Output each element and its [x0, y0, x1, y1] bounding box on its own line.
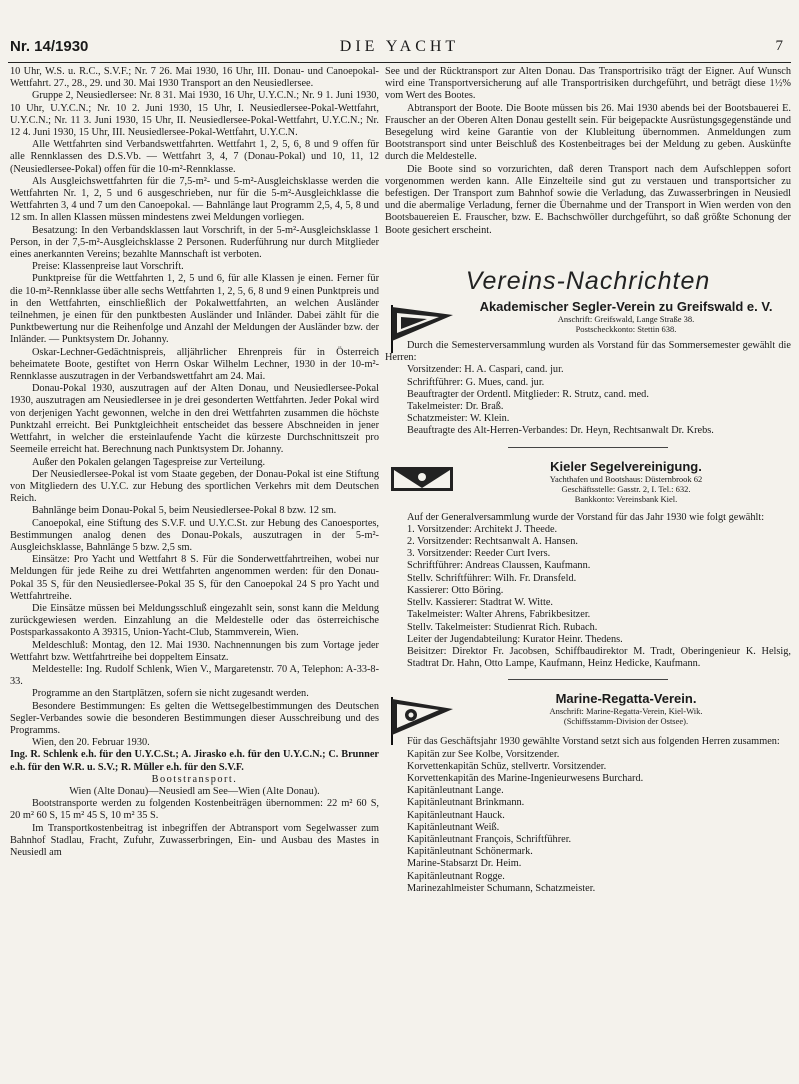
member-list — [385, 364, 791, 437]
section-divider — [508, 679, 668, 680]
member-list — [385, 749, 791, 895]
member-entry: Marinezahlmeister Schumann, Schatzmeister. — [407, 882, 596, 894]
paragraph: Alle Wettfahrten sind Verbandswettfahrten. Wettfahrt 1, 2, 5, 6, 8 und 9 offen für alle Rennklassen des D.S.Vb. — Wettfahrt 3, 4, 7 (Donau-Pokal) und 10, 11, 12 (Neusiedlersee-Pokal) offen für die 10-m²-Rennklasse. — [10, 139, 379, 175]
club-office: Geschäftsstelle: Gasstr. 2, I. Tel.: 632. — [561, 483, 691, 494]
paragraph: Besondere Bestimmungen: Es gelten die Wettsegelbestimmungen des Deutschen Segler-Verbandes sowie die besonderen Bestimmungen dieser Ausschreibung und des Programms. — [10, 700, 379, 736]
issue-number: Nr. 14/1930 — [10, 38, 89, 55]
member-entry: Takelmeister: Dr. Braß. — [407, 401, 504, 413]
member-entry: Beisitzer: Direktor Fr. Jacobsen, Schiffbaudirektor M. Tradt, Oberingenieur K. Helsig, Stadtrat Dr. Hahn, Otto Lampe, Kaufmann, Heinz Hedicke, Kaufmann. — [407, 645, 791, 670]
club-intro: Für das Geschäftsjahr 1930 gewählte Vorstand setzt sich aus folgenden Herren zusammen: — [407, 736, 780, 748]
paragraph: Die Boote sind so vorzurichten, daß deren Transport nach dem Aufschleppen sofort vorgenommen werden kann. Alle Einzelteile sind gut zu verstauen und transportsicher zu befestigen. Der Transport zum Bahnhof sowie die Verladung, das Zuwasserbringen in Neusiedl und die abermalige Verladung, ferner die Übernahme und der Transport in Wien werden von den Bootsbauereien E. Frauscher, bzw. E. Bachschwöller durchgeführt, so daß größte Schonung der Boote gesichert erscheint. — [385, 163, 791, 236]
member-entry: Kapitänleutnant Hauck. — [407, 809, 505, 821]
paragraph: Preise: Klassenpreise laut Vorschrift. — [32, 261, 184, 273]
member-entry: 3. Vorsitzender: Reeder Curt Ivers. — [407, 548, 551, 560]
paragraph: Besatzung: In den Verbandsklassen laut Vorschrift, in der 5-m²-Ausgleichsklasse 1 Person, in der 7,5-m²-Ausgleichsklasse 2 Personen. Ruderführung nur durch Mitglieder eines anerkannten Vereins; bezahlte Mannschaft ist verboten. — [10, 224, 379, 261]
club-marine — [385, 691, 791, 895]
paragraph: Als Ausgleichswettfahrten für die 7,5-m²- und 5-m²-Ausgleichsklasse werden die Wettfahrten Nr. 1, 2, 5 und 6 ausgeschrieben, nur für die 5-m²-Ausgleichklasse die Wettfahrten 3, 4 und 7 um den Canoepokal. — Bahnlänge laut Programm 2,5, 4, 5, 8 und 12 sm. In allen Klassen müssen mindestens zwei Meldungen vorliegen. — [10, 175, 379, 224]
section-divider — [508, 447, 668, 448]
club-address: Anschrift: Greifswald, Lange Straße 38. — [557, 314, 695, 325]
club-intro: Durch die Semesterversammlung wurden als Vorstand für das Sommersemester gewählt die Herren: — [385, 340, 791, 364]
member-entry: Kassierer: Otto Böring. — [407, 584, 504, 596]
member-entry: Marine-Stabsarzt Dr. Heim. — [407, 858, 522, 870]
page-header — [10, 38, 789, 58]
paragraph: Bahnlänge beim Donau-Pokal 5, beim Neusiedlersee-Pokal 8 bzw. 12 sm. — [32, 505, 337, 517]
paragraph: Oskar-Lechner-Gedächtnispreis, alljährlicher Ehrenpreis für in Österreich beheimatete Boote, gestiftet von Herrn Oskar Wilhelm Lechner, 1930 in der 10-m²-Rennklasse auszutragen in der Verbandswettfahrt am 24. Mai. — [10, 346, 379, 383]
club-bank: Bankkonto: Vereinsbank Kiel. — [574, 493, 678, 504]
pennant-icon — [389, 463, 455, 515]
transport-continuation — [385, 66, 791, 237]
member-entry: Leiter der Jugendabteilung: Kurator Heinr. Thedens. — [407, 633, 623, 645]
pennant-icon — [389, 695, 455, 747]
paragraph: Programme an den Startplätzen, sofern sie nicht zugesandt werden. — [32, 688, 309, 700]
paragraph: Donau-Pokal 1930, auszutragen auf der Alten Donau, und Neusiedlersee-Pokal 1930, auszutragen am Neusiedlersee in je drei gesonderten Wettfahrten. Jeder Pokal wird von derjenigen Yacht gewonnen, welche in den drei Wettfahrten zusammen die höchste Punktzahl erreicht. Bei Punktgleichheit entscheidet das bessere Abschneiden in jener Wettfahrt, in welcher die ersteinlaufende Yacht die kürzeste Durchschnittszeit pro Seemeile erreicht hat. Berechnung nach Punktsystem Dr. Johanny. — [10, 383, 379, 456]
club-division: (Schiffsstamm-Division der Ostsee). — [563, 716, 689, 727]
club-address: Yachthafen und Bootshaus: Düsternbrook 62 — [549, 473, 703, 484]
club-intro: Auf der Generalversammlung wurde der Vorstand für das Jahr 1930 wie folgt gewählt: — [407, 511, 765, 523]
club-kieler — [385, 459, 791, 671]
left-column — [10, 66, 379, 859]
member-entry: Korvettenkapitän des Marine-Ingenieurwesens Burchard. — [407, 772, 644, 784]
section-heading: Vereins-Nachrichten — [465, 266, 711, 295]
magazine-title: DIE YACHT — [339, 38, 460, 55]
member-entry: Beauftragter der Ordentl. Mitglieder: R. Strutz, cand. med. — [407, 388, 649, 400]
paragraph: Einsätze: Pro Yacht und Wettfahrt 8 S. Für die Sonderwettfahrtreihen, wobei nur Meldungen für jede Reihe zu drei Wettfahrten angenommen werden: für den Donau-Pokal 35 S, für den Neusiedlersee-Pokal 35 S, für den Canoepokal 24 S pro Yacht und Wettfahrtreihe. — [10, 554, 379, 602]
member-entry: Schriftführer: Andreas Claussen, Kaufmann. — [407, 560, 591, 572]
member-entry: Kapitänleutnant Schönermark. — [407, 846, 533, 858]
member-entry: Takelmeister: Walter Ahrens, Fabrikbesitzer. — [407, 609, 591, 621]
member-entry: Kapitänleutnant Weiß. — [407, 821, 500, 833]
paragraph: Der Neusiedlersee-Pokal ist vom Staate gegeben, der Donau-Pokal ist eine Stiftung von Mitgliedern des U.Y.C. zur Hebung des sportlichen Verkehrs mit dem Deutschen Reich. — [10, 468, 379, 505]
member-entry: Kapitänleutnant François, Schriftführer. — [407, 833, 572, 845]
club-account: Postscheckkonto: Stettin 638. — [575, 324, 677, 335]
paragraph: Ing. R. Schlenk e.h. für den U.Y.C.St.; A. Jirasko e.h. für den U.Y.C.N.; C. Brunner e.h. für den W.R. u. S.V.; R. Müller e.h. für den S.V.F. — [10, 749, 379, 773]
right-column — [385, 66, 791, 895]
member-entry: Stellv. Kassierer: Stadtrat W. Witte. — [407, 597, 554, 609]
paragraph: Bootstransporte werden zu folgenden Kostenbeiträgen übernommen: 22 m² 60 S, 20 m² 60 S, 15 m² 45 S, 10 m² 35 S. — [10, 798, 379, 822]
member-entry: Kapitänleutnant Rogge. — [407, 870, 505, 882]
paragraph: Abtransport der Boote. Die Boote müssen bis 26. Mai 1930 abends bei der Bootsbauerei E. Frauscher an der Oberen Alten Donau gestellt sein. Für beigepackte Ausrüstungsgegenstände und Besegelung wird keine Garantie von der Klubleitung übernommen. Anmeldungen zum Bootstransport sind unter Beischluß des Kostenbeitrages bei der Meldung zu geben. Auskünfte durch die Meldestelle. — [385, 102, 791, 163]
paragraph: Punktpreise für die Wettfahrten 1, 2, 5 und 6, für alle Klassen je einen. Ferner für die 10-m²-Rennklasse über alle sechs Wettfahrten 1, 2, 5, 6, 8 und 9 einen Punktpreis und in den Wettfahrten, einschließlich der Pokalwettfahrten, an welchen Ausländer teilnehmen, je einen für den punktbesten Ausländer und Inländer. Dabei zählt für die Punktbewertung nur die Reihenfolge und Anzahl der Meldungen der Ausländer bzw. der Inländer. — Punktsystem Dr. Johanny. — [10, 273, 379, 346]
page-number: 7 — [775, 38, 783, 54]
paragraph: Außer den Pokalen gelangen Tagespreise zur Verteilung. — [32, 456, 266, 468]
member-entry: 1. Vorsitzender: Architekt J. Theede. — [407, 523, 558, 535]
paragraph: Wien, den 20. Februar 1930. — [32, 737, 150, 749]
paragraph: Meldeschluß: Montag, den 12. Mai 1930. Nachnennungen bis zum Vortage jeder Wettfahrt bzw. Wettfahrtreihe bei doppeltem Einsatz. — [10, 639, 379, 663]
club-title: Akademischer Segler-Verein zu Greifswald e. V. — [479, 299, 773, 315]
paragraph: Wien (Alte Donau)—Neusiedl am See—Wien (Alte Donau). — [69, 785, 320, 797]
pennant-icon — [389, 303, 455, 355]
member-entry: Vorsitzender: H. A. Caspari, cand. jur. — [407, 364, 564, 376]
member-entry: Stellv. Takelmeister: Studienrat Rich. Rubach. — [407, 621, 598, 633]
paragraph: Bootstransport. — [151, 773, 238, 785]
club-title: Marine-Regatta-Verein. — [555, 691, 697, 707]
member-entry: 2. Vorsitzender: Rechtsanwalt A. Hansen. — [407, 536, 578, 548]
club-akademischer — [385, 299, 791, 438]
paragraph: Meldestelle: Ing. Rudolf Schlenk, Wien V., Margaretenstr. 70 A, Telephon: A-33-8-33. — [10, 663, 379, 688]
paragraph: See und der Rücktransport zur Alten Donau. Das Transportrisiko trägt der Eigner. Auf Wunsch wird eine Transportversicherung auf alle Transportrisiken durchgeführt, und beträgt diese 1½% vom Wert des Bootes. — [385, 66, 791, 102]
paragraph: Gruppe 2, Neusiedlersee: Nr. 8 31. Mai 1930, 16 Uhr, U.Y.C.N.; Nr. 9 1. Juni 1930, 10 Uhr, U.Y.C.N.; Nr. 10 2. Juni 1930, 15 Uhr, I. Neusiedlersee-Pokal-Wettfahrt, U.Y.C.N.; Nr. 11 3. Juni 1930, 15 Uhr, II. Neusiedlersee-Pokal-Wettfahrt, U.Y.C.N.; Nr. 12 4. Juni 1930, 15 Uhr, III. Neusiedlersee-Pokal-Wettfahrt, U.Y.C.N. — [10, 90, 379, 139]
club-address: Anschrift: Marine-Regatta-Verein, Kiel-Wik. — [549, 706, 703, 717]
paragraph: 10 Uhr, W.S. u. R.C., S.V.F.; Nr. 7 26. Mai 1930, 16 Uhr, III. Donau- und Canoepokal-Wettfahrt. 27., 28., 29. und 30. Mai 1930 Transport an den Neusiedlersee. — [10, 66, 379, 90]
member-entry: Kapitänleutnant Brinkmann. — [407, 797, 525, 809]
paragraph: Die Einsätze müssen bei Meldungsschluß eingezahlt sein, sonst kann die Meldung zurückgewiesen werden. Einzahlung an die Meldestelle oder das österreichische Postsparkassakonto A 39315, Union-Yacht-Club, Stammverein, Wien. — [10, 602, 379, 639]
member-list — [385, 524, 791, 670]
paragraph: Canoepokal, eine Stiftung des S.V.F. und U.Y.C.St. zur Hebung des Canoesportes, Bestimmungen analog denen des Donau-Pokals, auszutragen in der 5-m²-Ausgleichsklasse, Bahnlänge 5 bzw. 2,5 sm. — [10, 517, 379, 553]
member-entry: Stellv. Schriftführer: Wilh. Fr. Dransfeld. — [407, 572, 577, 584]
club-title: Kieler Segelvereinigung. — [550, 458, 702, 474]
member-entry: Schatzmeister: W. Klein. — [407, 413, 510, 425]
header-rule — [8, 62, 791, 63]
member-entry: Kapitän zur See Kolbe, Vorsitzender. — [407, 748, 560, 760]
member-entry: Kapitänleutnant Lange. — [407, 785, 504, 797]
member-entry: Beauftragte des Alt-Herren-Verbandes: Dr. Heyn, Rechtsanwalt Dr. Krebs. — [407, 425, 714, 437]
member-entry: Korvettenkapitän Schüz, stellvertr. Vorsitzender. — [407, 760, 607, 772]
paragraph: Im Transportkostenbeitrag ist inbegriffen der Abtransport vom Segelwasser zum Bahnhof Stadlau, Fracht, Zufuhr, Zuwasserbringen, Ein- und Ausbau des Mastes in Neusiedl am — [10, 822, 379, 858]
member-entry: Schriftführer: G. Mues, cand. jur. — [407, 376, 545, 388]
